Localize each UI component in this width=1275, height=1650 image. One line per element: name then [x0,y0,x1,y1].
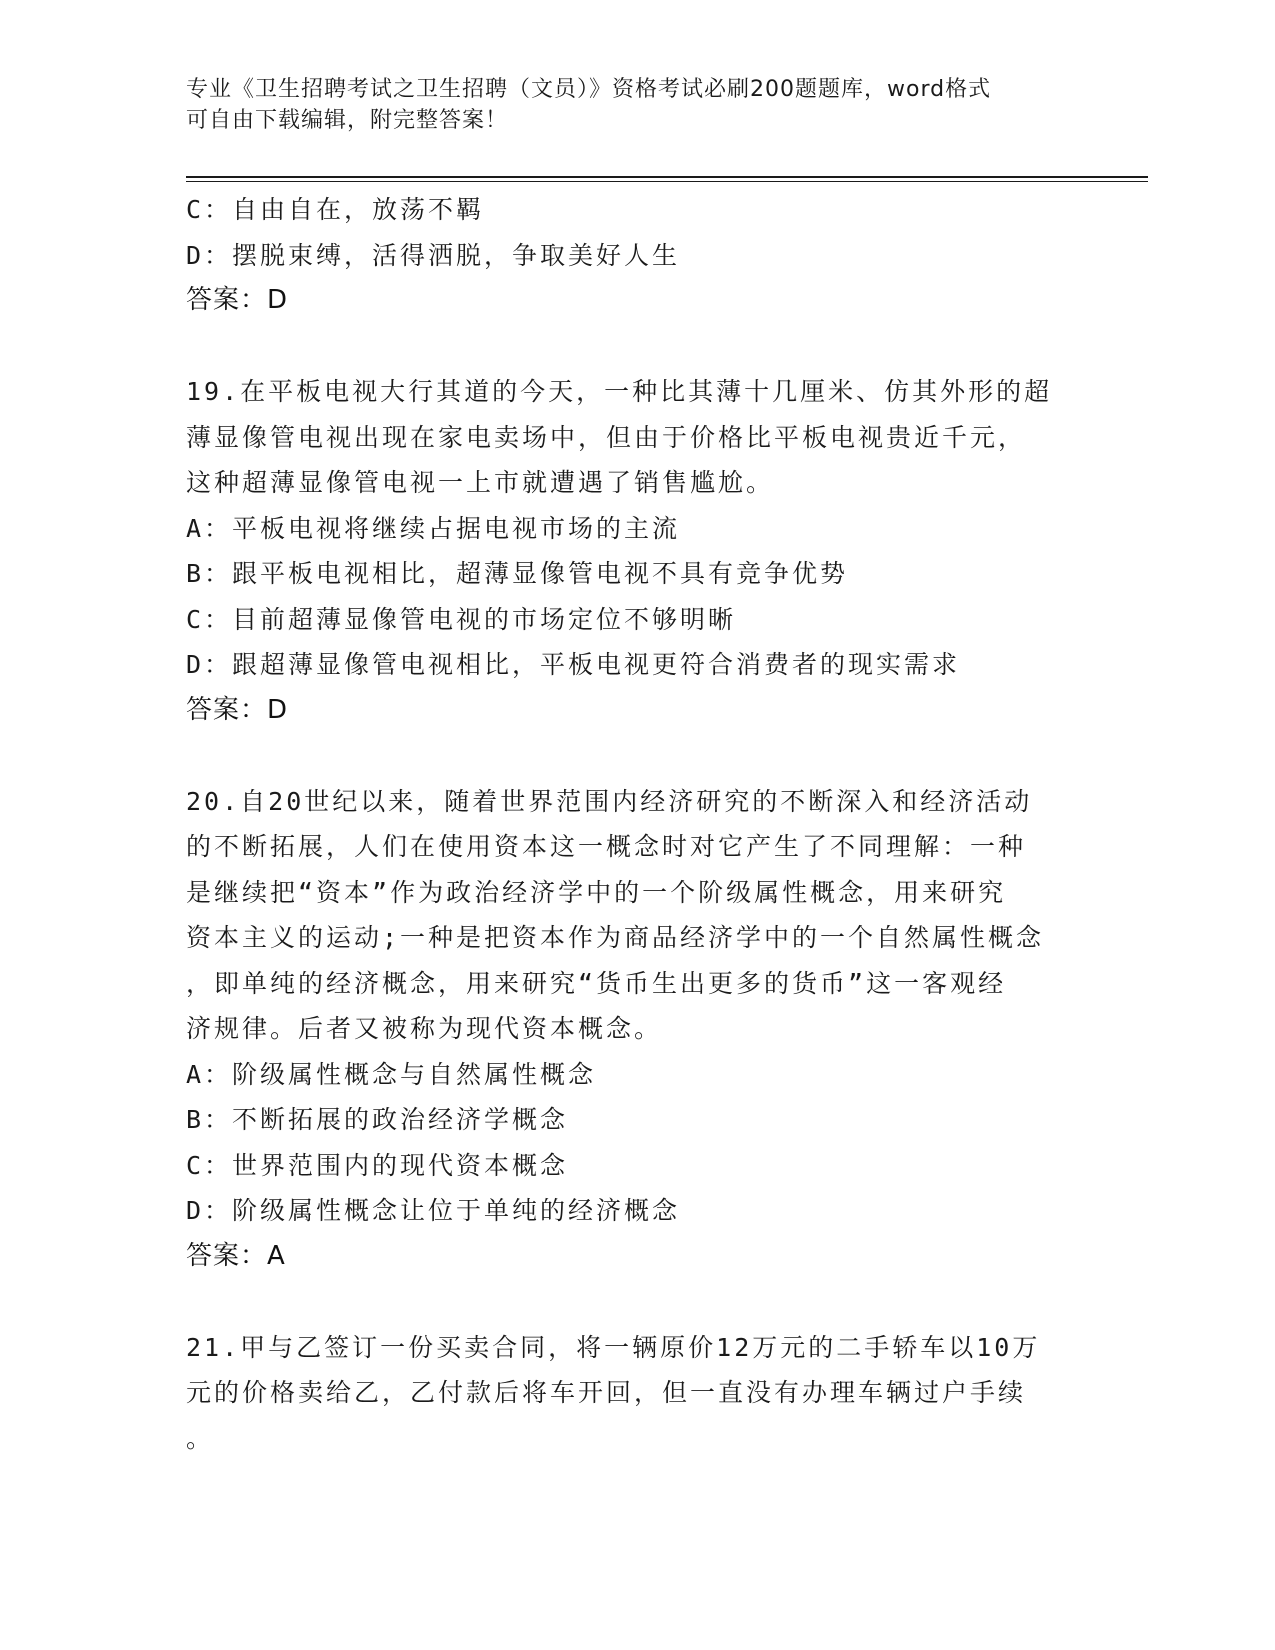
option-c: C：自由自在，放荡不羁 [186,195,485,224]
option-d: D：跟超薄显像管电视相比，平板电视更符合消费者的现实需求 [186,650,961,679]
question-line: 的不断拓展，人们在使用资本这一概念时对它产生了不同理解：一种 [186,832,1027,861]
answer-line: 答案：A [186,1240,286,1271]
document-header [186,74,1066,136]
option-a: A：阶级属性概念与自然属性概念 [186,1059,597,1089]
question-line: 元的价格卖给乙，乙付款后将车开回，但一直没有办理车辆过户手续 [186,1378,1027,1407]
option-d: D：摆脱束缚，活得洒脱，争取美好人生 [186,240,681,270]
question-21 [186,1325,1086,1462]
header-line-2: 可自由下载编辑，附完整答案！ [186,108,509,133]
question-line: 济规律。后者又被称为现代资本概念。 [186,1014,663,1043]
question-text [186,779,1086,1052]
question-line: 20.自20世纪以来，随着世界范围内经济研究的不断深入和经济活动 [186,786,1033,816]
option-d: D：阶级属性概念让位于单纯的经济概念 [186,1196,681,1225]
question-line: ，即单纯的经济概念，用来研究“货币生出更多的货币”这一客观经 [186,968,1007,998]
question-19 [186,369,1086,733]
question-line: 19.在平板电视大行其道的今天，一种比其薄十几厘米、仿其外形的超 [186,377,1053,406]
header-line-1: 专业《卫生招聘考试之卫生招聘（文员）》资格考试必刷200题题库，word格式 [186,77,992,102]
question-text [186,1325,1086,1462]
document-body [186,187,1086,1461]
question-20 [186,779,1086,1280]
question-line: 21.甲与乙签订一份买卖合同，将一辆原价12万元的二手轿车以10万 [186,1332,1041,1362]
option-c: C：世界范围内的现代资本概念 [186,1150,569,1180]
spacer [186,733,1086,779]
spacer [186,324,1086,370]
header-divider-thin [186,181,1148,182]
option-b: B：跟平板电视相比，超薄显像管电视不具有竞争优势 [186,559,849,588]
question-line: 薄显像管电视出现在家电卖场中，但由于价格比平板电视贵近千元， [186,422,1027,452]
spacer [186,1279,1086,1325]
question-text [186,369,1086,506]
question-line: 这种超薄显像管电视一上市就遭遇了销售尴尬。 [186,468,775,497]
answer-line: 答案：D [186,694,289,725]
option-a: A：平板电视将继续占据电视市场的主流 [186,513,681,543]
option-b: B：不断拓展的政治经济学概念 [186,1105,569,1134]
prev-question-block [186,187,1086,324]
header-divider-thick [186,176,1148,178]
question-line: 资本主义的运动;一种是把资本作为商品经济学中的一个自然属性概念 [186,923,1045,952]
option-c: C：目前超薄显像管电视的市场定位不够明晰 [186,604,737,634]
question-line: 。 [186,1423,215,1453]
question-line: 是继续把“资本”作为政治经济学中的一个阶级属性概念，用来研究 [186,877,1007,907]
answer-line: 答案：D [186,285,289,315]
